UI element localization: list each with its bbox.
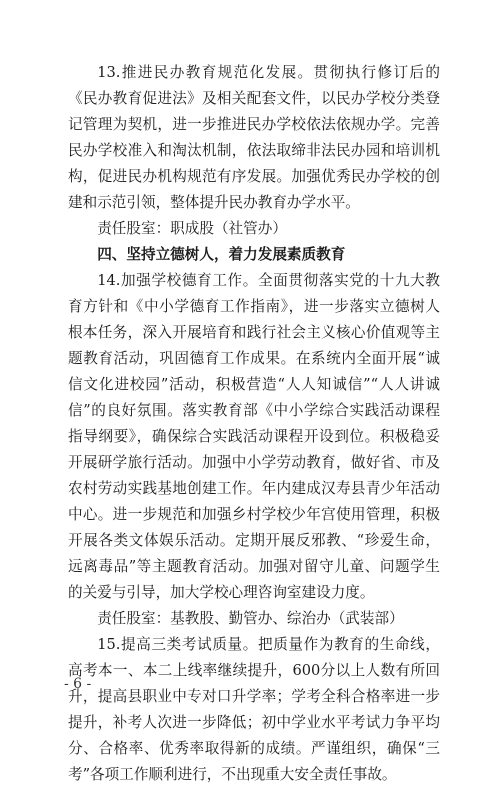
item-13-paragraph: 13.推进民办教育规范化发展。贯彻执行修订后的《民办教育促进法》及相关配套文件，以民办学校分类登记管理为契机，进一步推进民办学校依法依规办学。完善民办学校准入和淘汰机制，依法取缔非法民办园和培训机构，促进民办机构规范有序发展。加强优秀民办学校的创建和示范引领，整体提升民办教育办学水平。 — [68, 64, 440, 211]
item-15-paragraph: 15.提高三类考试质量。把质量作为教育的生命线，高考本一、本二上线率继续提升，600分以上人数有所回升，提高县职业中专对口升学率；学考全科合格率进一步提升，补考人次进一步降低；初中学业水平考试力争平均分、合格率、优秀率取得新的成绩。严谨组织，确保“三考”各项工作顺利进行，不出现重大安全责任事故。 — [68, 636, 440, 783]
page-number: - 6 - — [64, 676, 92, 692]
item-14-responsibility: 责任股室：基教股、勤管办、综治办（武装部） — [97, 610, 404, 627]
item-13-responsibility: 责任股室：职成股（社管办） — [97, 220, 287, 237]
item-14-paragraph: 14.加强学校德育工作。全面贯彻落实党的十九大教育方针和《中小学德育工作指南》，进一步落实立德树人根本任务，深入开展培育和践行社会主义核心价值观等主题教育活动，巩固德育工作成果。在系统内全面开展“诚信文化进校园”活动，积极营造“人人知诚信”“人人讲诚信”的良好氛围。落实教育部《中小学综合实践活动课程指导纲要》，确保综合实践活动课程开设到位。积极稳妥开展研学旅行活动。加强中小学劳动教育，做好省、市及农村劳动实践基地创建工作。年内建成汉寿县青少年活动中心。进一步规范和加强乡村学校少年宫使用管理，积极开展各类文体娱乐活动。定期开展反邪教、“珍爱生命，远离毒品”等主题教育活动。加强对留守儿童、问题学生的关爱与引导，加大学校心理咨询室建设力度。 — [68, 272, 440, 601]
section-4-heading: 四、坚持立德树人，着力发展素质教育 — [97, 246, 346, 263]
document-body — [68, 60, 440, 788]
